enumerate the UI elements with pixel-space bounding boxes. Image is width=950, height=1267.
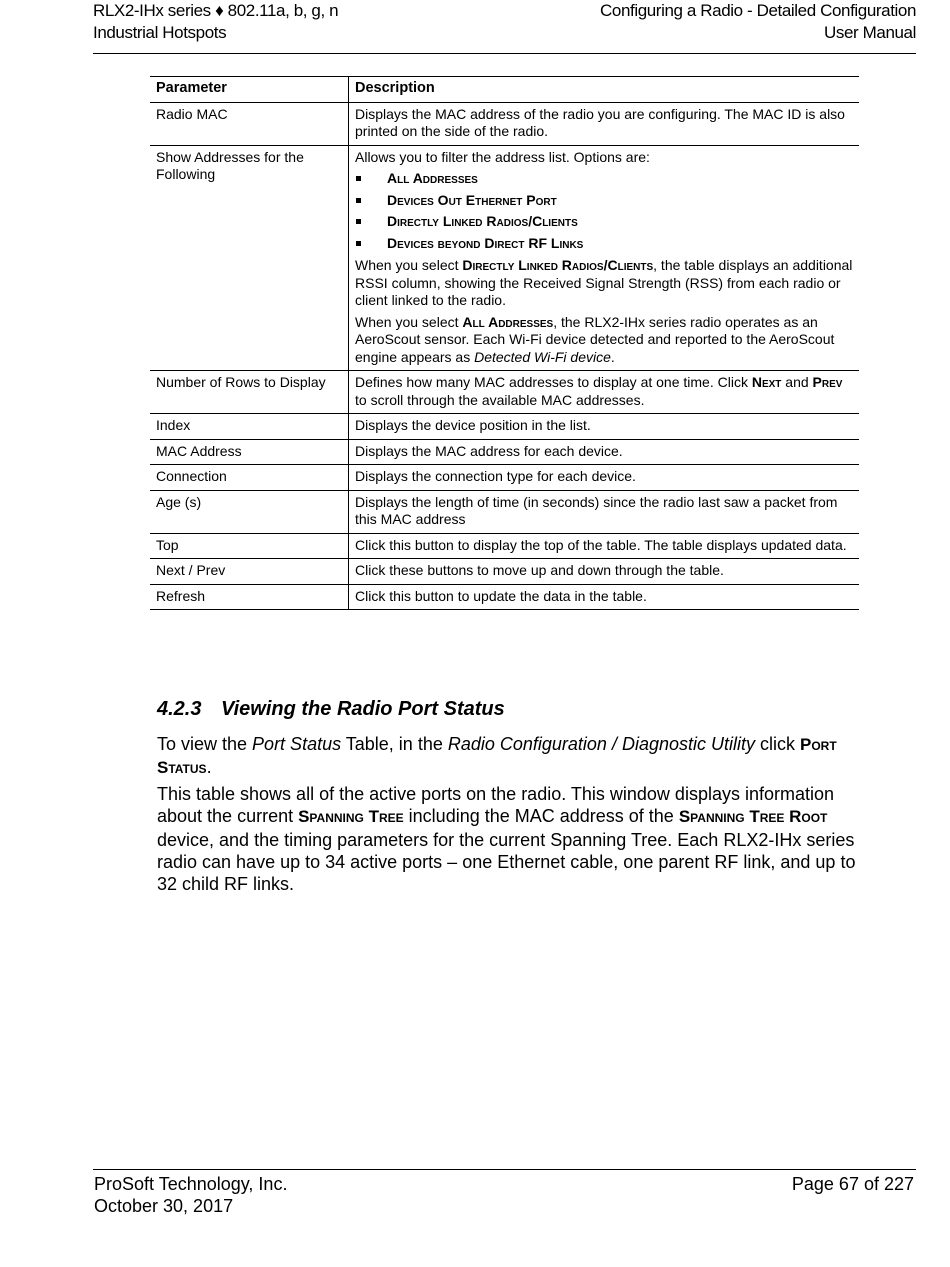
header-left xyxy=(93,0,338,44)
company-name: ProSoft Technology, Inc. xyxy=(94,1174,288,1194)
param-cell: Radio MAC xyxy=(150,102,349,145)
product-subtitle: Industrial Hotspots xyxy=(93,23,227,42)
table-header-row xyxy=(150,77,859,103)
chapter-title: Configuring a Radio - Detailed Configuration xyxy=(600,1,916,20)
desc-cell xyxy=(349,145,860,371)
header-right xyxy=(600,0,916,44)
parameter-table xyxy=(150,76,859,610)
param-cell: MAC Address xyxy=(150,439,349,465)
page-footer xyxy=(93,1169,916,1216)
param-cell: Index xyxy=(150,414,349,440)
product-title: RLX2-IHx series ♦ 802.11a, b, g, n xyxy=(93,1,339,20)
manual-title: User Manual xyxy=(824,23,916,42)
section-title: Viewing the Radio Port Status xyxy=(221,698,505,720)
desc-cell: Displays the connection type for each device. xyxy=(349,465,860,491)
param-cell: Connection xyxy=(150,465,349,491)
param-cell: Next / Prev xyxy=(150,559,349,585)
column-header-description: Description xyxy=(349,77,860,103)
table-row xyxy=(150,439,859,465)
param-cell: Top xyxy=(150,533,349,559)
description-paragraph: This table shows all of the active ports on the radio. This window displays information about the current Spanning Tree including the MAC address of the Spanning Tree Root device, and the timing parameters for the current Spanning Tree. Each RLX2-IHx series radio can have up to 34 active ports – one Ethernet cable, one parent RF link, and up to 32 child RF links. xyxy=(157,784,856,895)
options-list xyxy=(355,168,853,254)
table-row xyxy=(150,533,859,559)
column-header-parameter: Parameter xyxy=(150,77,349,103)
list-item: All Addresses xyxy=(355,168,853,190)
footer-right xyxy=(792,1173,914,1195)
desc-cell: Displays the MAC address for each device. xyxy=(349,439,860,465)
list-item: Devices beyond Direct RF Links xyxy=(355,233,853,255)
param-cell: Show Addresses for the Following xyxy=(150,145,349,371)
param-cell: Age (s) xyxy=(150,490,349,533)
table-row xyxy=(150,145,859,371)
desc-cell: Click this button to display the top of the table. The table displays updated data. xyxy=(349,533,860,559)
table-row xyxy=(150,559,859,585)
table-row xyxy=(150,490,859,533)
page-header xyxy=(93,0,916,54)
table-row xyxy=(150,465,859,491)
param-cell: Refresh xyxy=(150,584,349,610)
options-intro: Allows you to filter the address list. Options are: xyxy=(355,148,650,165)
list-item: Devices Out Ethernet Port xyxy=(355,190,853,212)
desc-cell: Defines how many MAC addresses to display at one time. Click Next and Prev to scroll through the available MAC addresses. xyxy=(349,371,860,414)
section-number: 4.2.3 xyxy=(157,698,202,720)
table-row xyxy=(150,584,859,610)
desc-cell: Displays the length of time (in seconds) since the radio last saw a packet from this MAC address xyxy=(349,490,860,533)
list-item: Directly Linked Radios/Clients xyxy=(355,211,853,233)
param-cell: Number of Rows to Display xyxy=(150,371,349,414)
rssi-note: When you select Directly Linked Radios/Clients, the table displays an additional RSSI column, showing the Received Signal Strength (RSS) from each radio or client linked to the radio. xyxy=(355,257,853,308)
table-row xyxy=(150,371,859,414)
desc-cell: Displays the MAC address of the radio you are configuring. The MAC ID is also printed on the side of the radio. xyxy=(349,102,860,145)
instruction-paragraph: To view the Port Status Table, in the Radio Configuration / Diagnostic Utility click Port Status. xyxy=(157,734,837,778)
table-row xyxy=(150,102,859,145)
publish-date: October 30, 2017 xyxy=(94,1196,234,1216)
footer-left xyxy=(94,1173,287,1217)
section-heading xyxy=(157,698,505,721)
desc-cell: Displays the device position in the list. xyxy=(349,414,860,440)
desc-cell: Click these buttons to move up and down through the table. xyxy=(349,559,860,585)
aeroscout-note: When you select All Addresses, the RLX2-IHx series radio operates as an AeroScout sensor. Each Wi-Fi device detected and reported to the AeroScout engine appears as Detected Wi-Fi device. xyxy=(355,313,835,365)
page-number: Page 67 of 227 xyxy=(791,1174,914,1194)
desc-cell: Click this button to update the data in the table. xyxy=(349,584,860,610)
table-row xyxy=(150,414,859,440)
